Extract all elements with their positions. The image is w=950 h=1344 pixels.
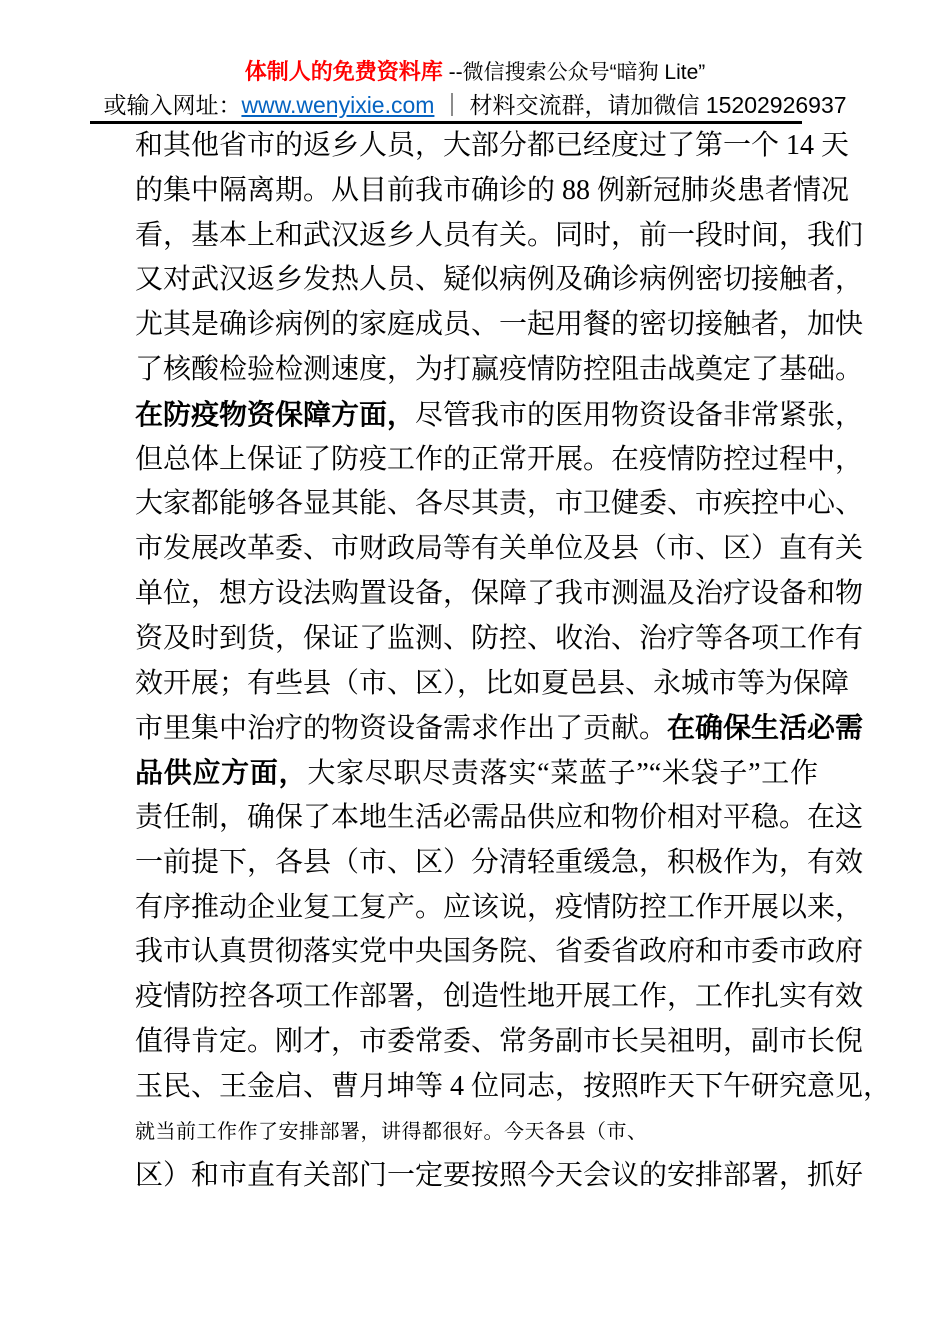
text-line <box>135 662 850 707</box>
text-segment: 有序推动企业复工复产。应该说，疫情防控工作开展以来， <box>135 891 864 923</box>
text-line <box>135 214 864 259</box>
text-line <box>135 617 864 662</box>
text-line <box>135 841 864 886</box>
text-segment: 尤其是确诊病例的家庭成员、一起用餐的密切接触者，加快 <box>135 309 864 341</box>
brand-title: 体制人的免费资料库 <box>244 59 443 84</box>
text-segment: 疫情防控各项工作部署，创造性地开展工作，工作扎实有效 <box>135 981 864 1013</box>
text-segment: 我市认真贯彻落实党中央国务院、省委省政府和市委市政府 <box>135 936 864 968</box>
bold-text-segment: 在防疫物资保障方面， <box>135 398 416 430</box>
text-segment: 大家都能够各显其能、各尽其责，市卫健委、市疾控中心、 <box>135 488 864 520</box>
bold-text-segment: 在确保生活必需 <box>667 712 864 744</box>
text-segment: 又对武汉返乡发热人员、疑似病例及确诊病例密切接触者， <box>135 264 864 296</box>
text-line <box>135 572 864 617</box>
text-segment: 和其他省市的返乡人员，大部分都已经度过了第一个 14 天 <box>135 130 850 161</box>
text-line <box>135 482 864 527</box>
contact-label: 材料交流群，请加微信 15202926937 <box>469 92 847 118</box>
separator-bar: ｜ <box>440 92 464 118</box>
text-segment: 一前提下，各县（市、区）分清轻重缓急，积极作为，有效 <box>135 846 864 878</box>
text-segment: 看，基本上和武汉返乡人员有关。同时，前一段时间，我们 <box>135 219 864 251</box>
text-line <box>135 124 850 169</box>
text-segment: 市里集中治疗的物资设备需求作出了贡献。 <box>135 713 668 745</box>
text-line <box>135 1020 864 1065</box>
promo-header-line2 <box>0 89 950 121</box>
text-line <box>135 1154 864 1199</box>
text-line <box>135 393 864 438</box>
text-segment: 区）和市直有关部门一定要按照今天会议的安排部署，抓好 <box>135 1160 864 1192</box>
text-segment: 的集中隔离期。从目前我市确诊的 88 例新冠肺炎患者情况 <box>135 174 850 206</box>
text-segment: 了核酸检验检测速度，为打赢疫情防控阻击战奠定了基础。 <box>135 353 864 385</box>
text-line <box>135 1065 892 1110</box>
text-segment: 值得肯定。刚才，市委常委、常务副市长吴祖明，副市长倪 <box>135 1025 864 1057</box>
text-segment: 市发展改革委、市财政局等有关单位及县（市、区）直有关 <box>135 533 864 565</box>
text-line <box>135 751 818 796</box>
text-line <box>135 975 864 1020</box>
text-line <box>135 438 864 483</box>
address-prefix-label: 或输入网址： <box>103 92 242 118</box>
text-segment: 效开展；有些县（市、区），比如夏邑县、永城市等为保障 <box>135 667 850 699</box>
text-line <box>135 258 864 303</box>
wechat-tagline: --微信搜索公众号“暗狗 Lite” <box>442 61 706 84</box>
document-text-body <box>135 124 892 1199</box>
text-segment: 责任制，确保了本地生活必需品供应和物价相对平稳。在这 <box>135 801 864 833</box>
bold-text-segment: 品供应方面， <box>135 757 308 789</box>
text-segment: 就当前工作作了安排部署，讲得都很好。今天各县（市、 <box>135 1120 648 1143</box>
text-line <box>135 796 864 841</box>
text-line <box>135 169 850 214</box>
text-line <box>135 303 864 348</box>
text-segment: 玉民、王金启、曹月坤等 4 位同志，按照昨天下午研究意见， <box>135 1070 892 1102</box>
text-line <box>135 527 864 572</box>
text-segment: 大家尽职尽责落实“菜蓝子”“米袋子”工作 <box>307 758 818 790</box>
text-line <box>135 930 864 975</box>
promo-header-line1 <box>0 56 950 89</box>
text-line <box>135 706 864 751</box>
text-line <box>135 348 864 393</box>
text-segment: 尽管我市的医用物资设备非常紧张， <box>415 399 864 431</box>
text-segment: 资及时到货，保证了监测、防控、收治、治疗等各项工作有 <box>135 622 864 654</box>
text-line <box>135 1110 818 1155</box>
text-segment: 单位，想方设法购置设备，保障了我市测温及治疗设备和物 <box>135 577 864 609</box>
text-segment: 但总体上保证了防疫工作的正常开展。在疫情防控过程中， <box>135 443 864 475</box>
website-link[interactable]: www.wenyixie.com <box>241 92 435 118</box>
text-line <box>135 886 864 931</box>
promo-header <box>0 56 950 121</box>
